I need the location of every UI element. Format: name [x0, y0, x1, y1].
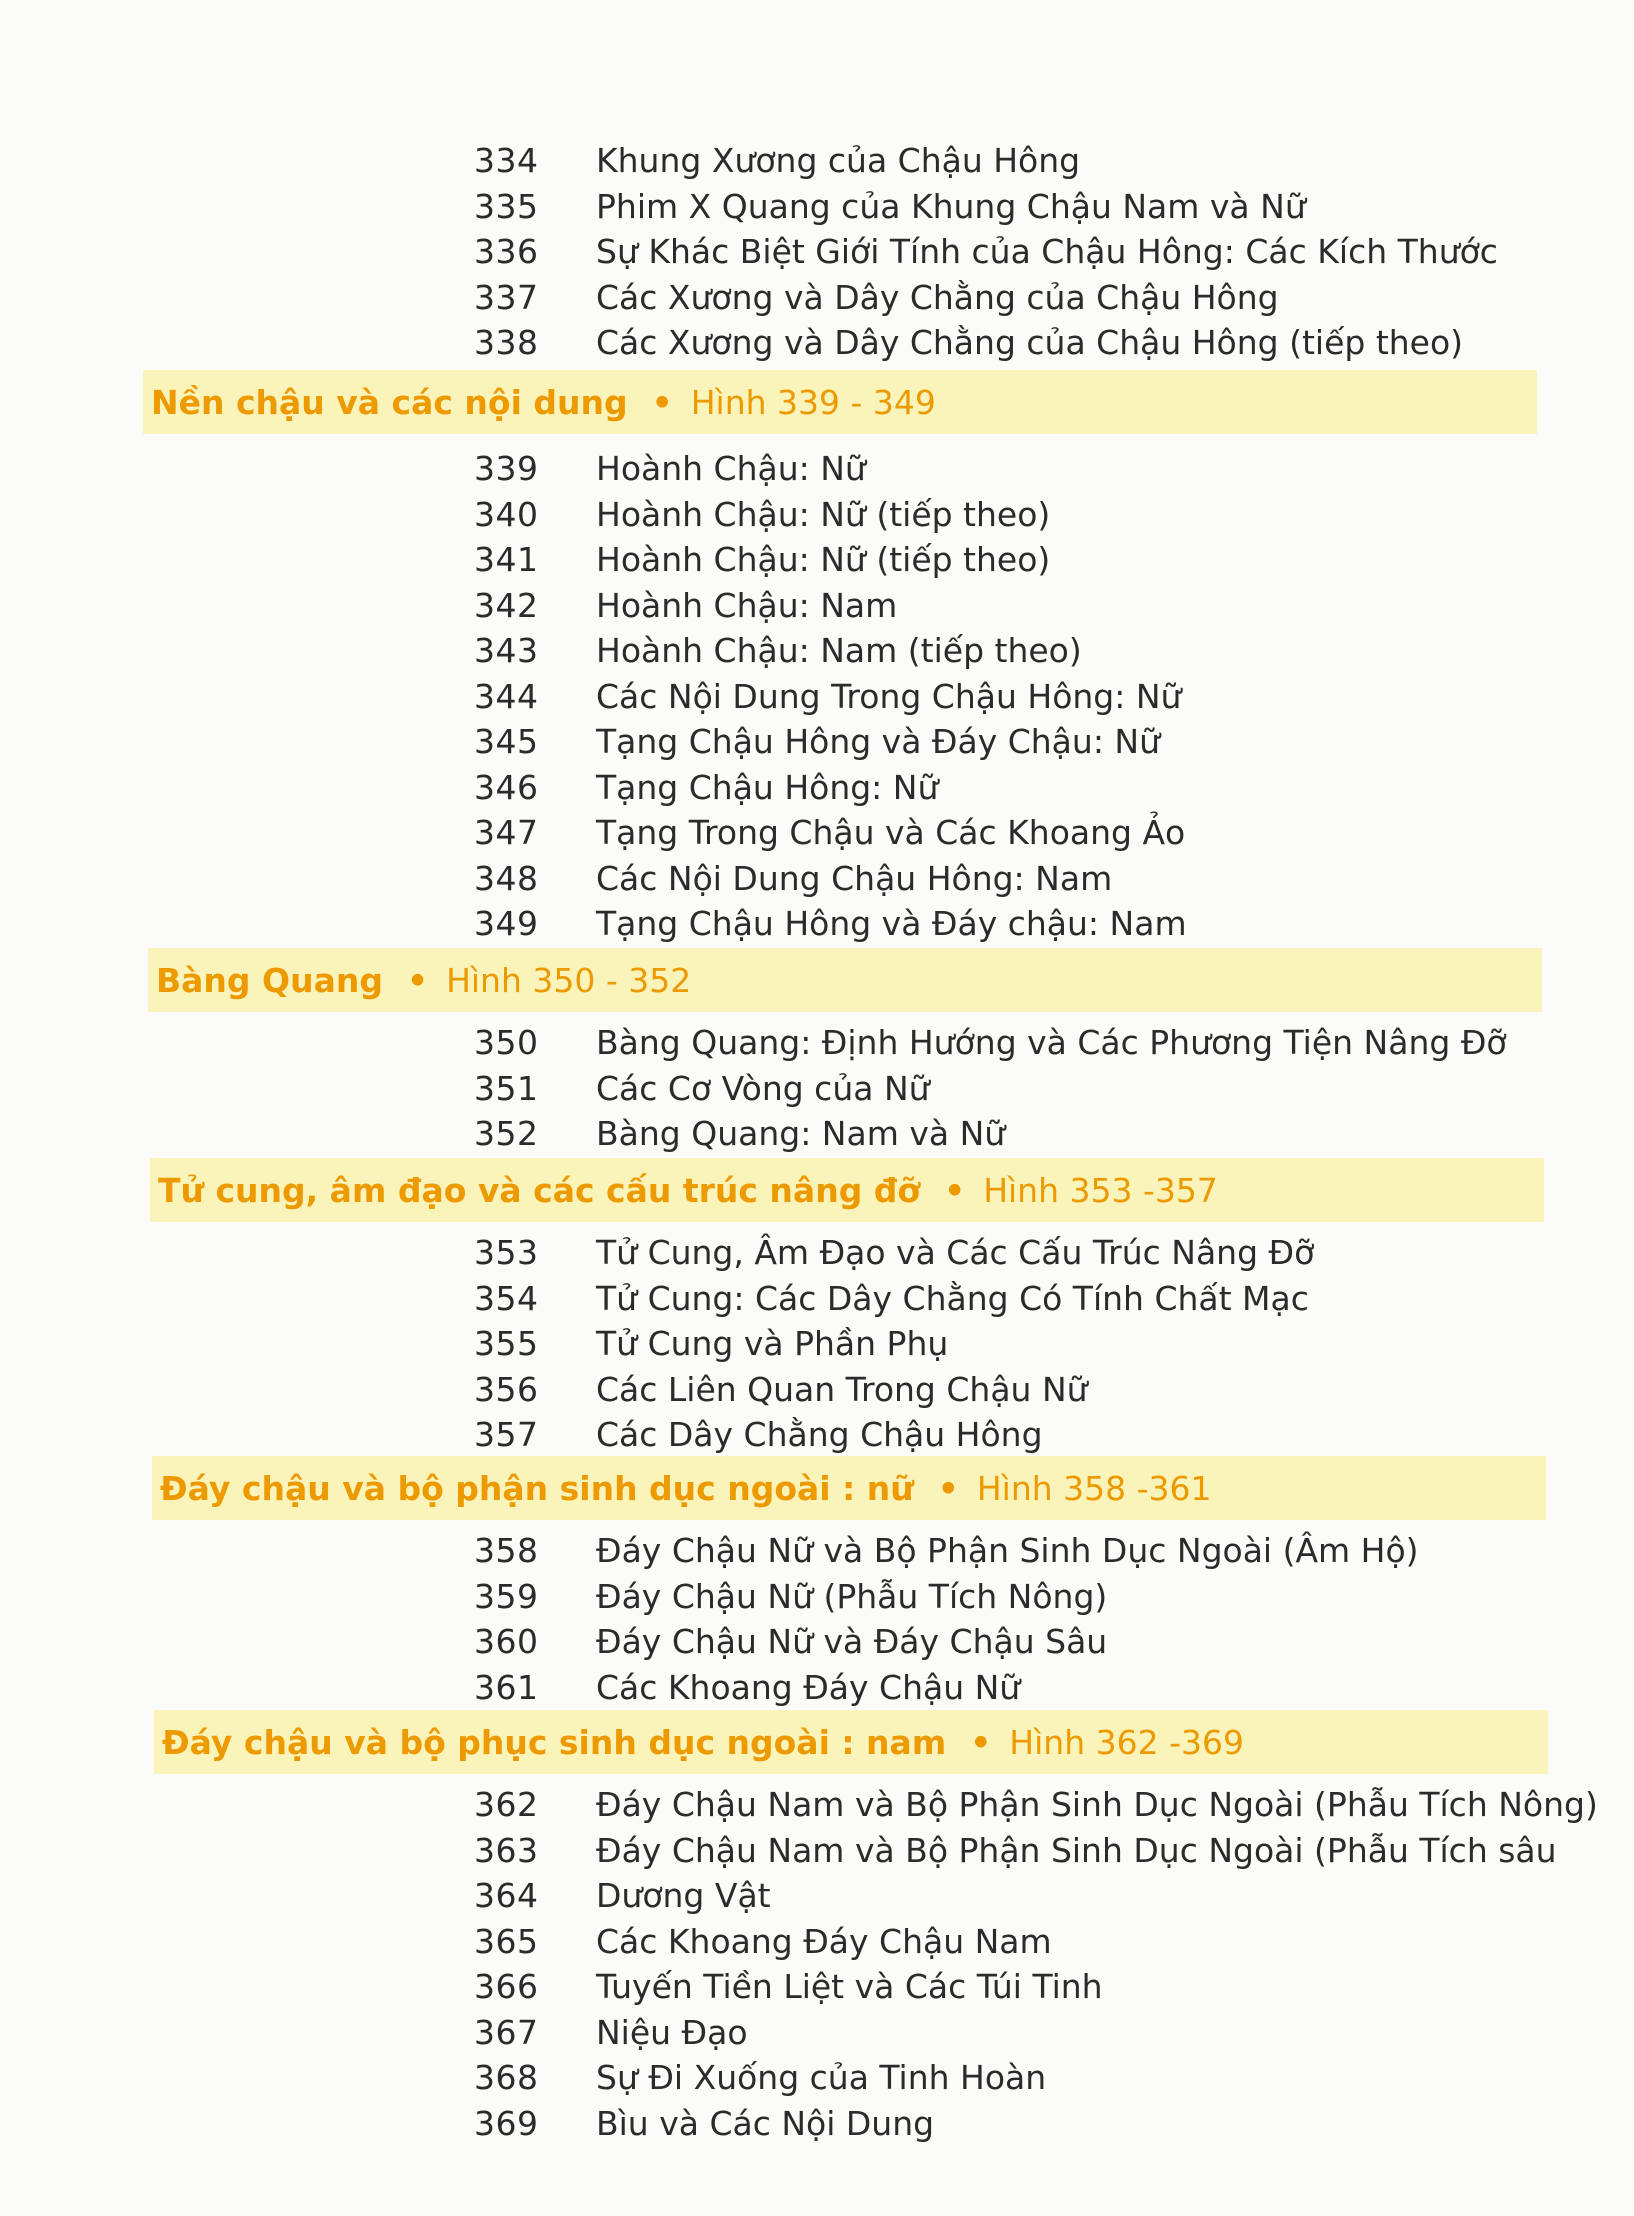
figure-number: 342: [474, 585, 539, 625]
figure-title: Tử Cung và Phần Phụ: [596, 1324, 949, 1363]
figure-number: 366: [474, 1967, 539, 2006]
figure-number: 355: [474, 1324, 539, 1363]
figure-number: 363: [474, 1830, 539, 1870]
figure-title: Các Dây Chằng Chậu Hông: [596, 1415, 1043, 1454]
toc-entry[interactable]: [0, 1665, 1634, 1711]
figure-title: Dương Vật: [596, 1876, 771, 1915]
figure-title: Bàng Quang: Định Hướng và Các Phương Tiện Nâng Đỡ: [596, 1023, 1507, 1062]
section-heading-male-perineum: [154, 1710, 1548, 1774]
figure-number: 353: [474, 1233, 539, 1272]
toc-entry[interactable]: [0, 1919, 1634, 1965]
figure-title: Hoành Chậu: Nữ: [596, 449, 866, 488]
figure-title: Các Xương và Dây Chằng của Chậu Hông: [596, 277, 1279, 317]
entry-list-female-perineum: [0, 1528, 1634, 1710]
toc-entry[interactable]: [0, 2101, 1634, 2147]
figure-title: Tạng Chậu Hông: Nữ: [596, 767, 939, 807]
figure-number: 340: [474, 494, 539, 534]
section-heading-bladder: [148, 948, 1542, 1012]
toc-entry[interactable]: [0, 1367, 1634, 1413]
figure-title: Các Xương và Dây Chằng của Chậu Hông (tiếp theo): [596, 323, 1464, 362]
toc-entry[interactable]: [0, 1276, 1634, 1322]
toc-entry[interactable]: [0, 184, 1634, 230]
toc-entry[interactable]: [0, 492, 1634, 538]
section-title: Nền chậu và các nội dung: [151, 382, 628, 422]
toc-entry[interactable]: [0, 229, 1634, 275]
figure-number: 347: [474, 813, 539, 852]
figure-title: Sự Khác Biệt Giới Tính của Chậu Hông: Các Kích Thước: [596, 232, 1498, 271]
figure-title: Tạng Chậu Hông và Đáy Chậu: Nữ: [596, 722, 1161, 761]
section-title: Tử cung, âm đạo và các cấu trúc nâng đỡ: [158, 1170, 921, 1210]
figure-number: 341: [474, 540, 539, 579]
figure-number: 350: [474, 1023, 539, 1062]
figure-title: Đáy Chậu Nam và Bộ Phận Sinh Dục Ngoài (Phẫu Tích Nông): [596, 1785, 1598, 1824]
figure-number: 369: [474, 2103, 539, 2143]
figure-title: Hoành Chậu: Nữ (tiếp theo): [596, 494, 1051, 534]
figure-number: 354: [474, 1278, 539, 1318]
figure-number: 362: [474, 1785, 539, 1824]
figure-number: 358: [474, 1531, 539, 1570]
figure-number: 345: [474, 722, 539, 761]
section-heading-female-perineum: [152, 1456, 1546, 1520]
toc-entry[interactable]: [0, 1412, 1634, 1458]
figure-number: 360: [474, 1622, 539, 1661]
figure-title: Các Nội Dung Trong Chậu Hông: Nữ: [596, 676, 1182, 716]
toc-entry[interactable]: [0, 1230, 1634, 1276]
bullet-separator: •: [944, 1170, 966, 1210]
figure-number: 337: [474, 277, 539, 317]
toc-entry[interactable]: [0, 810, 1634, 856]
figure-number: 338: [474, 323, 539, 362]
figure-title: Hoành Chậu: Nữ (tiếp theo): [596, 540, 1051, 579]
figure-title: Tạng Trong Chậu và Các Khoang Ảo: [596, 813, 1186, 852]
figure-title: Tạng Chậu Hông và Đáy chậu: Nam: [596, 904, 1187, 943]
toc-entry[interactable]: [0, 765, 1634, 811]
toc-entry[interactable]: [0, 628, 1634, 674]
figure-title: Khung Xương của Chậu Hông: [596, 141, 1081, 180]
figure-title: Các Khoang Đáy Chậu Nam: [596, 1921, 1052, 1961]
figure-title: Đáy Chậu Nữ (Phẫu Tích Nông): [596, 1576, 1108, 1616]
figure-number: 359: [474, 1576, 539, 1616]
bullet-separator: •: [651, 382, 673, 422]
toc-entry[interactable]: [0, 1828, 1634, 1874]
figure-range: Hình 358 -361: [976, 1468, 1212, 1508]
figure-title: Niệu Đạo: [596, 2012, 748, 2052]
figure-number: 351: [474, 1068, 539, 1108]
figure-number: 349: [474, 904, 539, 943]
figure-title: Hoành Chậu: Nam (tiếp theo): [596, 631, 1082, 670]
toc-entry[interactable]: [0, 2010, 1634, 2056]
figure-title: Đáy Chậu Nữ và Bộ Phận Sinh Dục Ngoài (Âm Hộ): [596, 1531, 1419, 1570]
figure-number: 364: [474, 1876, 539, 1915]
figure-title: Đáy Chậu Nữ và Đáy Chậu Sâu: [596, 1622, 1108, 1661]
figure-number: 368: [474, 2058, 539, 2097]
toc-entry[interactable]: [0, 1964, 1634, 2010]
figure-title: Bìu và Các Nội Dung: [596, 2103, 935, 2143]
figure-number: 367: [474, 2012, 539, 2052]
toc-entry[interactable]: [0, 1066, 1634, 1112]
figure-title: Hoành Chậu: Nam: [596, 585, 898, 625]
figure-number: 361: [474, 1667, 539, 1707]
figure-title: Sự Đi Xuống của Tinh Hoàn: [596, 2058, 1047, 2097]
bullet-separator: •: [937, 1468, 959, 1508]
figure-title: Bàng Quang: Nam và Nữ: [596, 1114, 1006, 1153]
figure-number: 348: [474, 858, 539, 898]
toc-entry[interactable]: [0, 674, 1634, 720]
figure-number: 339: [474, 449, 539, 488]
figure-number: 335: [474, 186, 539, 226]
toc-entry[interactable]: [0, 1111, 1634, 1157]
figure-number: 357: [474, 1415, 539, 1454]
figure-title: Đáy Chậu Nam và Bộ Phận Sinh Dục Ngoài (Phẫu Tích sâu: [596, 1830, 1557, 1870]
figure-number: 344: [474, 676, 539, 716]
figure-title: Tử Cung, Âm Đạo và Các Cấu Trúc Nâng Đỡ: [596, 1233, 1315, 1272]
figure-number: 334: [474, 141, 539, 180]
toc-entry[interactable]: [0, 1528, 1634, 1574]
section-title: Đáy chậu và bộ phục sinh dục ngoài : nam: [162, 1722, 947, 1762]
toc-entry[interactable]: [0, 1619, 1634, 1665]
entry-list-bladder: [0, 1020, 1634, 1157]
toc-entry[interactable]: [0, 138, 1634, 184]
figure-title: Tử Cung: Các Dây Chằng Có Tính Chất Mạc: [596, 1278, 1309, 1318]
figure-number: 352: [474, 1114, 539, 1153]
figure-number: 346: [474, 767, 539, 807]
bullet-separator: •: [970, 1722, 992, 1762]
toc-entry[interactable]: [0, 2055, 1634, 2101]
toc-entry[interactable]: [0, 719, 1634, 765]
figure-title: Các Liên Quan Trong Chậu Nữ: [596, 1369, 1088, 1409]
toc-entry[interactable]: [0, 537, 1634, 583]
bullet-separator: •: [406, 960, 429, 1000]
entry-list-pelvis-bones: [0, 138, 1634, 366]
entry-list-pelvic-floor: [0, 446, 1634, 947]
figure-range: Hình 353 -357: [983, 1170, 1218, 1210]
section-title: Đáy chậu và bộ phận sinh dục ngoài : nữ: [160, 1468, 914, 1508]
entry-list-uterus: [0, 1230, 1634, 1458]
toc-entry[interactable]: [0, 583, 1634, 629]
figure-title: Phim X Quang của Khung Chậu Nam và Nữ: [596, 186, 1306, 226]
figure-title: Các Cơ Vòng của Nữ: [596, 1068, 930, 1108]
figure-range: Hình 362 -369: [1009, 1722, 1244, 1762]
toc-entry[interactable]: [0, 1782, 1634, 1828]
toc-entry[interactable]: [0, 275, 1634, 321]
figure-number: 356: [474, 1369, 539, 1409]
toc-entry[interactable]: [0, 1574, 1634, 1620]
section-heading-pelvic-floor: [143, 370, 1537, 434]
section-heading-uterus: [150, 1158, 1544, 1222]
figure-number: 343: [474, 631, 539, 670]
figure-title: Các Nội Dung Chậu Hông: Nam: [596, 858, 1113, 898]
toc-entry[interactable]: [0, 856, 1634, 902]
toc-entry[interactable]: [0, 901, 1634, 947]
toc-entry[interactable]: [0, 1321, 1634, 1367]
figure-number: 365: [474, 1921, 539, 1961]
section-title: Bàng Quang: [156, 960, 383, 1000]
toc-entry[interactable]: [0, 446, 1634, 492]
figure-title: Tuyến Tiền Liệt và Các Túi Tinh: [596, 1967, 1103, 2006]
toc-entry[interactable]: [0, 320, 1634, 366]
figure-title: Các Khoang Đáy Chậu Nữ: [596, 1667, 1021, 1707]
toc-entry[interactable]: [0, 1020, 1634, 1066]
figure-number: 336: [474, 232, 539, 271]
figure-range: Hình 339 - 349: [690, 382, 936, 422]
figure-range: Hình 350 - 352: [446, 960, 692, 1000]
entry-list-male-perineum: [0, 1782, 1634, 2146]
toc-entry[interactable]: [0, 1873, 1634, 1919]
